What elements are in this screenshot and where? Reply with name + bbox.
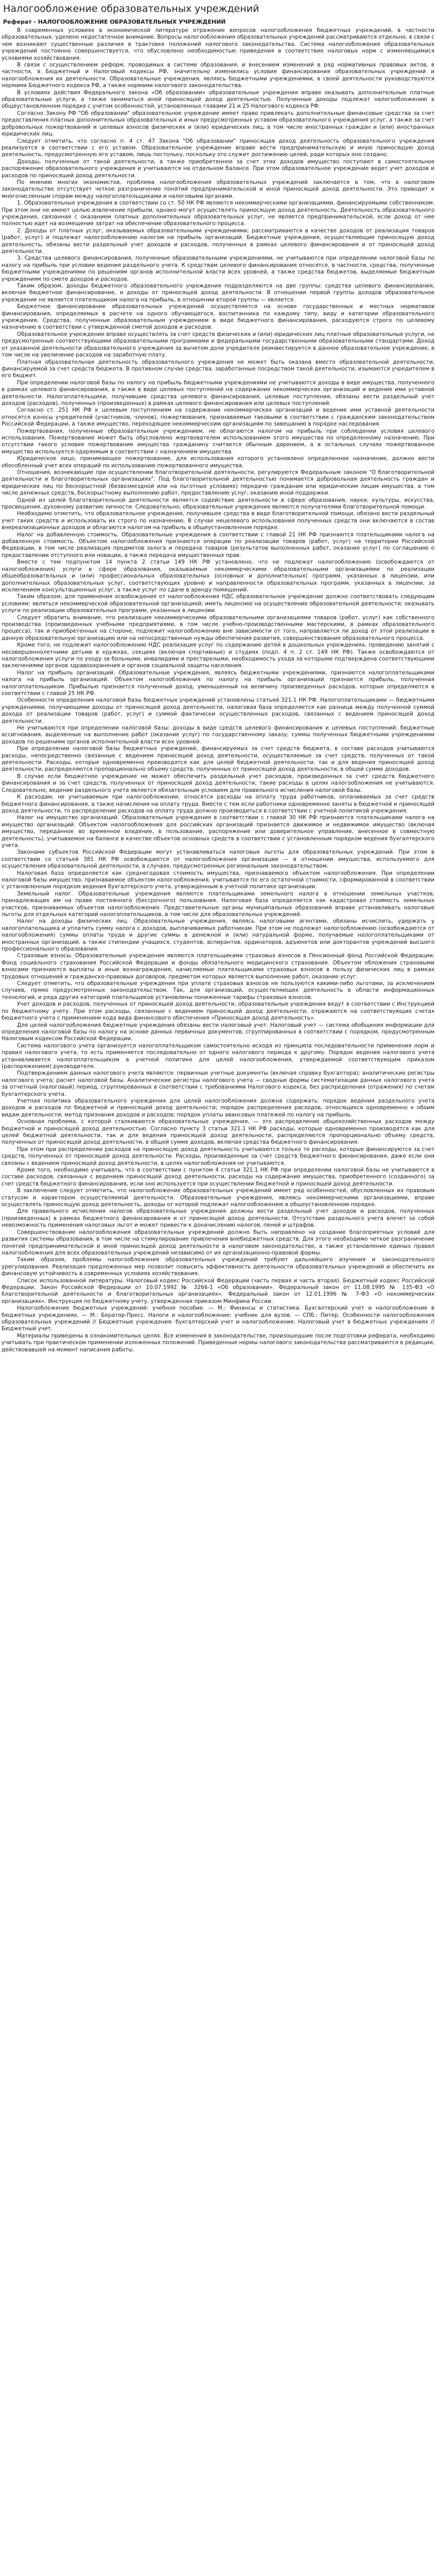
section-label: Реферат - НАЛОГООБЛОЖЕНИЕ ОБРАЗОВАТЕЛЬНЫХ УЧРЕЖДЕНИЙ [3, 19, 226, 25]
paragraph: 2. Доходы от платных услуг, оказываемых образовательными учреждениями, рассматриваются в качестве доходов от реализации товаров (работ, услуг) и подлежат налогообложению налогом на прибыль организаций. Бюджетные учреждения, осуществляющие приносящую доход деятельность, обязаны вести раздельный учет доходов и расходов, полученных в рамках целевого финансирования и от приносящей доход деятельности. [2, 227, 434, 255]
paragraph: Кроме того, не подлежит налогообложению НДС реализация услуг по содержанию детей в дошкольных учреждениях, проведению занятий с несовершеннолетними детьми в кружках, секциях (включая спортивные) и студиях (подп. 4 п. 2 ст. 149 НК РФ). Также освобождаются от налогообложения услуги по уходу за больными, инвалидами и престарелыми, необходимость ухода за которыми подтверждена соответствующими заключениями органов здравоохранения и органов социальной защиты населения. [2, 642, 434, 669]
paragraph: Согласно Закону РФ "Об образовании" образовательное учреждение имеет право привлекать дополнительные финансовые средства за счет предоставления платных дополнительных образовательных и иных предусмотренных уставом образовательного учреждения услуг, а также за счет добровольных пожертвований и целевых взносов физических и (или) юридических лиц, в том числе иностранных граждан и (или) иностранных юридических лиц. [2, 110, 434, 138]
paragraph: Для правильного исчисления налогов образовательные учреждения должны вести раздельный учет доходов и расходов, полученных (произведенных) в рамках бюджетного финансирования и от приносящей доход деятельности. Отсутствие раздельного учета влечет за собой невозможность применения налоговых льгот и может привести к доначислению налогов, пеней и штрафов. [2, 1208, 434, 1229]
paragraph: Следует обратить внимание, что реализация некоммерческими образовательными организациями товаров (работ, услуг) как собственного производства (произведенных учебными предприятиями, в том числе учебно-производственными мастерскими, в рамках образовательного процесса), так и приобретенных на стороне, подлежит налогообложению вне зависимости от того, направляется ли доход от этой реализации в данную образовательную организацию или на непосредственные нужды обеспечения развития, совершенствования образовательного процесса. [2, 614, 434, 641]
paragraph: По мнению многих экономистов, проблема налогообложения образовательных учреждений заключается в том, что в налоговом законодательстве отсутствует четкое разграничение понятий предпринимательской и иной приносящей доход деятельности. Это приводит к многочисленным спорам между налогоплательщиками и налоговыми органами. [2, 179, 434, 199]
paragraph: В условиях действия Федерального закона «Об образовании» образовательные учреждения вправе оказывать дополнительные платные образовательные услуги, а также заниматься иной приносящей доход деятельностью. Полученные доходы подлежат налогообложению в общеустановленном порядке с учетом особенностей, установленных главами 21 и 25 Налогового кодекса РФ. [2, 89, 434, 110]
paragraph: Налоговая база определяется как среднегодовая стоимость имущества, признаваемого объектом налогообложения. При определении налоговой базы имущество, признаваемое объектом налогообложения, учитывается по его остаточной стоимости, сформированной в соответствии с установленным порядком ведения бухгалтерского учета, утвержденным в учетной политике организации. [2, 870, 434, 890]
paragraph: Учетная политика образовательного учреждения для целей налогообложения должна содержать: порядок ведения раздельного учета доходов и расходов по бюджетной и приносящей доход деятельности; порядок распределения расходов, относящихся одновременно к обоим видам деятельности; метод признания доходов и расходов; порядок уплаты авансовых платежей по налогу на прибыль. [2, 1097, 434, 1118]
paragraph: Необходимо отметить, что образовательное учреждение, получившее средства в виде благотворительной помощи, обязано вести раздельный учет таких средств и использовать их строго по назначению. В случае нецелевого использования полученных средств они включаются в состав внереализационных доходов и облагаются налогом на прибыль в общеустановленном порядке. [2, 511, 434, 531]
paragraph: Платная образовательная деятельность образовательного учреждения не может быть оказана вместо образовательной деятельности, финансируемой за счет средств бюджета. В противном случае средства, заработанные посредством такой деятельности, изымаются учредителем в его бюджет. [2, 359, 434, 379]
paragraph: В современных условиях в экономической литературе отражение вопросов налогообложения бюджетных учреждений, в частности образовательных, уделено недостаточное внимание. Вопросы налогообложения образовательных учреждений рассматриваются отдельно, в связи с чем возникают существенные различия в трактовке положений налогового законодательства. Система налогообложения образовательных учреждений постоянно совершенствуется, что обусловлено необходимостью приведения в соответствие налоговых норм с изменяющимися условиями хозяйствования. [2, 27, 434, 61]
paragraph: Система налогового учета организуется налогоплательщиком самостоятельно исходя из принципа последовательности применения норм и правил налогового учета, то есть применяется последовательно от одного налогового периода к другому. Порядок ведения налогового учета устанавливается налогоплательщиком в учетной политике для целей налогообложения, утверждаемой соответствующим приказом (распоряжением) руководителя. [2, 1042, 434, 1070]
paragraph: Налог на добавленную стоимость. Образовательные учреждения в соответствии с главой 21 НК РФ признаются плательщиками налога на добавленную стоимость. Объектом налогообложения признаются операции по реализации товаров (работ, услуг) на территории Российской Федерации, в том числе реализация предметов залога и передача товаров (результатов выполненных работ, оказание услуг) по соглашению о предоставлении отступного или новации, а также передача имущественных прав. [2, 531, 434, 558]
paragraph: Бюджетное финансирование образовательных учреждений осуществляется на основе государственных и местных нормативов финансирования, определяемых в расчете на одного обучающегося, воспитанника по каждому типу, виду и категории образовательного учреждения. Средства, полученные образовательным учреждением в виде бюджетного финансирования, расходуются строго по целевому назначению в соответствии с утвержденной сметой доходов и расходов. [2, 303, 434, 331]
paragraph: Совершенствование налогообложения образовательных учреждений должно быть направлено на создание благоприятных условий для развития системы образования, в том числе на стимулирование привлечения внебюджетных средств. Для этого необходимо четкое разграничение понятий предпринимательской и иной приносящей доход деятельности в налоговом законодательстве, а также установление единых правил налогообложения для всех образовательных учреждений независимо от их организационно-правовой формы. [2, 1229, 434, 1256]
paragraph: Одной из целей благотворительной деятельности является содействие деятельности в сфере образования, науки, культуры, искусства, просвещения, духовному развитию личности. Следовательно, образовательные учреждения являются получателями благотворительной помощи. [2, 497, 434, 511]
article-body [2, 27, 434, 1353]
paragraph: Таким образом, проблемы налогообложения образовательных учреждений требуют дальнейшего изучения и законодательного урегулирования. Реализация предложенных мер позволит повысить эффективность деятельности образовательных учреждений и обеспечить их финансовую устойчивость в современных условиях хозяйствования. [2, 1257, 434, 1277]
paragraph: 3. Средства целевого финансирования, полученные образовательными учреждениями, не учитываются при определении налоговой базы по налогу на прибыль при условии ведения раздельного учета. К средствам целевого финансирования относятся, в частности, средства, полученные бюджетными учреждениями по решениям органов исполнительной власти всех уровней, а также средства бюджетов, выделяемые бюджетным учреждениям по смете доходов и расходов. [2, 255, 434, 282]
paragraph: Пожертвования, полученные образовательным учреждением, не облагаются налогом на прибыль при соблюдении условия целевого использования. Пожертвование может быть обусловлено жертвователем использованием этого имущества по определенному назначению. При отсутствии такого условия пожертвование имущества гражданину считается обычным дарением, а в остальных случаях пожертвованное имущество используется одаряемым в соответствии с назначением имущества. [2, 428, 434, 455]
paragraph: Земельный налог. Образовательные учреждения являются плательщиками земельного налога в отношении земельных участков, принадлежащих им на праве постоянного (бессрочного) пользования. Налоговая база определяется как кадастровая стоимость земельных участков, признаваемых объектом налогообложения. Представительные органы муниципальных образований вправе устанавливать налоговые льготы для отдельных категорий налогоплательщиков, в том числе для образовательных учреждений. [2, 890, 434, 918]
paragraph: 1. Образовательные учреждения в соответствии со ст. 50 НК РФ являются некоммерческими организациями, финансируемыми собственником. При этом они не имеют целью извлечение прибыли, однако могут осуществлять приносящую доход деятельность. Деятельность образовательного учреждения, связанная с оказанием платных дополнительных образовательных услуг, не является предпринимательской, если доход от нее полностью идет на возмещение затрат на обеспечение образовательного процесса. [2, 200, 434, 227]
paragraph: Подтверждением данных налогового учета являются: первичные учетные документы (включая справку бухгалтера); аналитические регистры налогового учета; расчет налоговой базы. Аналитические регистры налогового учета — сводные формы систематизации данных налогового учета за отчетный (налоговый) период, сгруппированных в соответствии с требованиями Налогового кодекса, без распределения (отражения) по счетам бухгалтерского учета. [2, 1070, 434, 1097]
paragraph: Согласно ст. 251 НК РФ к целевым поступлениям на содержание некоммерческих организаций и ведение ими уставной деятельности относятся взносы учредителей (участников, членов), пожертвования, признаваемые таковыми в соответствии с гражданским законодательством Российской Федерации, а также имущество, переходящее некоммерческим организациям по завещанию в порядке наследования. [2, 407, 434, 428]
paragraph: В связи с осуществлением реформ, проводимых в системе образования, и внесением изменений в ряд нормативных правовых актов, в частности, в Бюджетный и Налоговый кодексы РФ, значительно изменились условия финансирования образовательных учреждений и налогообложения их деятельности. Образовательные учреждения, являясь бюджетными учреждениями, в своей деятельности руководствуются нормами Бюджетного кодекса РФ, а также нормами налогового законодательства. [2, 62, 434, 89]
paragraph: Налогообложение бюджетных учреждений: учебное пособие. — М.: Финансы и статистика. Бухгалтерский учет и налогообложение в бюджетных учреждениях. — М.: Бератор-Пресс. Налоги и налогообложение: учебник для вузов. — СПб.: Питер. Особенности налогообложения образовательных учреждений // Бюджетные учреждения: бухгалтерский учет и налогообложение. Налоговый учет в бюджетных учреждениях // Бюджетный учет. [2, 1305, 434, 1332]
paragraph: Кроме того, необходимо учитывать, что в соответствии с пунктом 4 статьи 321.1 НК РФ при определении налоговой базы не учитываются в составе расходов, связанных с ведением приносящей доход деятельности, расходы на содержание имущества, приобретенного (созданного) за счет средств бюджетного финансирования, если оно используется при осуществлении бюджетной и приносящей доход деятельности. [2, 1167, 434, 1187]
paragraph: К расходам, не учитываемым при налогообложении, относятся расходы на оплату труда работников, оплачиваемых за счет средств бюджетного финансирования, а также начисления на оплату труда. Вместе с тем если работники одновременно заняты в бюджетной и приносящей доход деятельности, то распределение расходов на оплату труда должно производиться в соответствии с учетной политикой учреждения. [2, 794, 434, 814]
paragraph: Налог на прибыль организаций. Образовательные учреждения, являясь бюджетными учреждениями, признаются налогоплательщиками налога на прибыль организаций. Объектом налогообложения по налогу на прибыль организаций признается прибыль, полученная налогоплательщиком. Прибылью признается полученный доход, уменьшенный на величину произведенных расходов, которые определяются в соответствии с главой 25 НК РФ. [2, 669, 434, 697]
paragraph: Юридическое лицо, принимающее пожертвование, для использования которого установлено определенное назначение, должно вести обособленный учет всех операций по использованию пожертвованного имущества. [2, 455, 434, 469]
paragraph: Материалы приведены в ознакомительных целях. Все изменения в законодательстве, произошедшие после подготовки реферата, необходимо учитывать при практическом применении изложенных положений. Приведенные нормы налогового законодательства рассматриваются в редакции, действовавшей на момент написания работы. [2, 1332, 434, 1353]
paragraph: Для целей налогообложения бюджетные учреждения обязаны вести налоговый учет. Налоговый учет — система обобщения информации для определения налоговой базы по налогу на основе данных первичных документов, сгруппированных в соответствии с порядком, предусмотренным Налоговым кодексом Российской Федерации. [2, 1022, 434, 1042]
paragraph: Не учитываются при определении налоговой базы: доходы в виде средств целевого финансирования и целевых поступлений; бюджетные ассигнования, выделенные на выполнение работ (оказание услуг) по государственному заказу; суммы полученных бюджетными учреждениями доходов по решениям органов исполнительной власти всех уровней. [2, 725, 434, 745]
paragraph: Страховые взносы. Образовательные учреждения являются плательщиками страховых взносов в Пенсионный фонд Российской Федерации, Фонд социального страхования Российской Федерации и фонды обязательного медицинского страхования. Объектом обложения страховыми взносами признаются выплаты и иные вознаграждения, начисляемые плательщиками страховых взносов в пользу физических лиц в рамках трудовых отношений и гражданско-правовых договоров, предметом которых является выполнение работ, оказание услуг. [2, 953, 434, 980]
paragraph: Учет доходов и расходов, полученных от приносящей доход деятельности, образовательные учреждения ведут в соответствии с Инструкцией по бюджетному учету. При этом расходы, связанные с ведением приносящей доход деятельности, отражаются на соответствующих счетах бюджетного учета с применением кода вида финансового обеспечения «Приносящая доход деятельность». [2, 1001, 434, 1022]
paragraph: Следует отметить, что образовательные учреждения при уплате страховых взносов не пользуются какими-либо льготами, за исключением случаев, прямо предусмотренных законодательством. Так, для организаций, осуществляющих деятельность в области информационных технологий, и ряда других категорий плательщиков установлены пониженные тарифы страховых взносов. [2, 980, 434, 1001]
paragraph: Налог на доходы физических лиц. Образовательные учреждения, являясь налоговыми агентами, обязаны исчислить, удержать у налогоплательщика и уплатить сумму налога с доходов, выплачиваемых работникам. При этом не подлежат налогообложению (освобождаются от налогообложения) суммы оплаты труда и другие суммы в денежной и (или) натуральной форме, получаемые налогоплательщиками от иностранных организаций, а также стипендии учащихся, студентов, аспирантов, ординаторов, адъюнктов или докторантов учреждений высшего профессионального образования. [2, 918, 434, 953]
paragraph: В заключение следует отметить, что налогообложение образовательных учреждений имеет ряд особенностей, обусловленных их правовым статусом и характером осуществляемой деятельности. Образовательные учреждения, являясь некоммерческими организациями, вправе осуществлять приносящую доход деятельность, доходы от которой подлежат налогообложению в общеустановленном порядке. [2, 1188, 434, 1208]
paragraph: Особенности определения налоговой базы бюджетных учреждений установлены статьей 321.1 НК РФ. Налогоплательщиками — бюджетными учреждениями, получающими доходы от приносящей доход деятельности, налоговая база определяется как разница между полученной суммой дохода от реализации товаров (работ, услуг) и суммой фактически осуществленных расходов, связанных с ведением приносящей доход деятельности. [2, 697, 434, 724]
paragraph: Список использованной литературы. Налоговый кодекс Российской Федерации (часть первая и часть вторая). Бюджетный кодекс Российской Федерации. Закон Российской Федерации от 10.07.1992 № 3266-1 «Об образовании». Федеральный закон от 11.08.1995 № 135-ФЗ «О благотворительной деятельности и благотворительных организациях». Федеральный закон от 12.01.1996 № 7-ФЗ «О некоммерческих организациях». Инструкция по бюджетному учету, утвержденная приказом Минфина России. [2, 1277, 434, 1304]
paragraph: Таким образом, для применения освобождения от налогообложения НДС образовательное учреждение должно соответствовать следующим условиям: являться некоммерческой образовательной организацией; иметь лицензию на осуществление образовательной деятельности; оказывать услуги по реализации образовательных программ, указанных в лицензии. [2, 594, 434, 614]
page-title: Налогообложение образовательных учреждений [3, 3, 259, 14]
paragraph: Образовательное учреждение вправе осуществлять за счет средств физических и (или) юридических лиц платные образовательные услуги, не предусмотренные соответствующими образовательными программами и федеральными государственными образовательными стандартами. Доход от указанной деятельности образовательного учреждения за вычетом доли учредителя реинвестируется в данное образовательное учреждение, в том числе на увеличение расходов на заработную плату. [2, 331, 434, 359]
paragraph: Налог на имущество организаций. Образовательные учреждения в соответствии с главой 30 НК РФ признаются плательщиками налога на имущество организаций. Объектом налогообложения для российских организаций признается движимое и недвижимое имущество (включая имущество, переданное во временное владение, в пользование, распоряжение или доверительное управление, внесенное в совместную деятельность), учитываемое на балансе в качестве объектов основных средств в соответствии с установленным порядком ведения бухгалтерского учета. [2, 815, 434, 849]
paragraph: При определении налоговой базы бюджетных учреждений, финансируемых за счет средств бюджета, в составе расходов учитываются расходы, непосредственно связанные с ведением приносящей доход деятельности, осуществляемые за счет средств, полученных от такой деятельности. Расходы, которые одновременно производятся как для целей бюджетной деятельности, так и для ведения приносящей доход деятельности, распределяются пропорционально объему средств, полученных от приносящей доход деятельности, в общей сумме доходов. [2, 745, 434, 773]
paragraph: Доходы, полученные от такой деятельности, а также приобретенное за счет этих доходов имущество поступают в самостоятельное распоряжение образовательного учреждения и учитываются на отдельном балансе. При этом образовательное учреждение ведет учет доходов и расходов по приносящей доход деятельности. [2, 158, 434, 179]
paragraph: Основная проблема, с которой сталкиваются образовательные учреждения, — это распределение общехозяйственных расходов между бюджетной и приносящей доход деятельностью. Согласно пункту 3 статьи 321.1 НК РФ расходы, которые одновременно производятся как для целей бюджетной деятельности, так и для ведения приносящей доход деятельности, распределяются пропорционально объему средств, полученных от приносящей доход деятельности, в общей сумме доходов, включая средства бюджетного финансирования. [2, 1118, 434, 1146]
paragraph: Законами субъектов Российской Федерации могут устанавливаться налоговые льготы для образовательных учреждений. При этом в соответствии со статьей 381 НК РФ освобождаются от налогообложения организации — в отношении имущества, используемого для осуществления образовательной деятельности, в случаях, предусмотренных региональным законодательством. [2, 849, 434, 870]
paragraph: При определении налоговой базы по налогу на прибыль бюджетными учреждениями не учитываются доходы в виде имущества, полученного в рамках целевого финансирования, а также в виде целевых поступлений на содержание некоммерческих организаций и ведение ими уставной деятельности. Налогоплательщики, получившие средства целевого финансирования, целевые поступления, обязаны вести раздельный учет доходов (расходов), полученных (произведенных) в рамках целевого финансирования или целевых поступлений. [2, 379, 434, 406]
paragraph: Таким образом, доходы бюджетного образовательного учреждения подразделяются на две группы: средства целевого финансирования, включая бюджетное финансирование, и доходы от приносящей доход деятельности. В отношении первой группы доходов образовательное учреждение не является плательщиком налога на прибыль, в отношении второй группы — является. [2, 283, 434, 303]
paragraph: Вместе с тем подпунктом 14 пункта 2 статьи 149 НК РФ установлено, что не подлежат налогообложению (освобождаются от налогообложения) услуги в сфере образования, оказываемые некоммерческими образовательными организациями по реализации общеобразовательных и (или) профессиональных образовательных (основных и дополнительных) программ, указанных в лицензии, или дополнительных образовательных услуг, соответствующих уровню и направленности образовательных программ, указанных в лицензии, за исключением консультационных услуг, а также услуг по сдаче в аренду помещений. [2, 559, 434, 593]
paragraph: При этом при распределении расходов на приносящую доход деятельность учитываются только те расходы, которые финансируются за счет средств, полученных от приносящей доход деятельности. Расходы, произведенные за счет средств бюджетного финансирования, даже если они связаны с ведением приносящей доход деятельности, в целях налогообложения не учитываются. [2, 1146, 434, 1166]
paragraph: В случае если бюджетное учреждение не может обеспечить раздельный учет расходов, произведенных за счет средств бюджетного финансирования и за счет средств, полученных от приносящей доход деятельности, такие расходы в целях налогообложения не учитываются. Следовательно, ведение раздельного учета является обязательным условием для правильного исчисления налоговой базы. [2, 773, 434, 793]
paragraph: Следует отметить, что согласно п. 4 ст. 47 Закона "Об образовании" приносящая доход деятельность образовательного учреждения реализуется в соответствии с его уставом. Образовательное учреждение вправе вести предпринимательскую и иную приносящую доход деятельность, предусмотренную его уставом, лишь постольку, поскольку это служит достижению целей, ради которых оно создано. [2, 138, 434, 158]
paragraph: Отношения, возникающие при осуществлении благотворительной деятельности, регулируются Федеральным законом "О благотворительной деятельности и благотворительных организациях". Под благотворительной деятельностью понимается добровольная деятельность граждан и юридических лиц по бескорыстной (безвозмездной или на льготных условиях) передаче гражданам или юридическим лицам имущества, в том числе денежных средств, бескорыстному выполнению работ, предоставлению услуг, оказанию иной поддержки. [2, 469, 434, 497]
